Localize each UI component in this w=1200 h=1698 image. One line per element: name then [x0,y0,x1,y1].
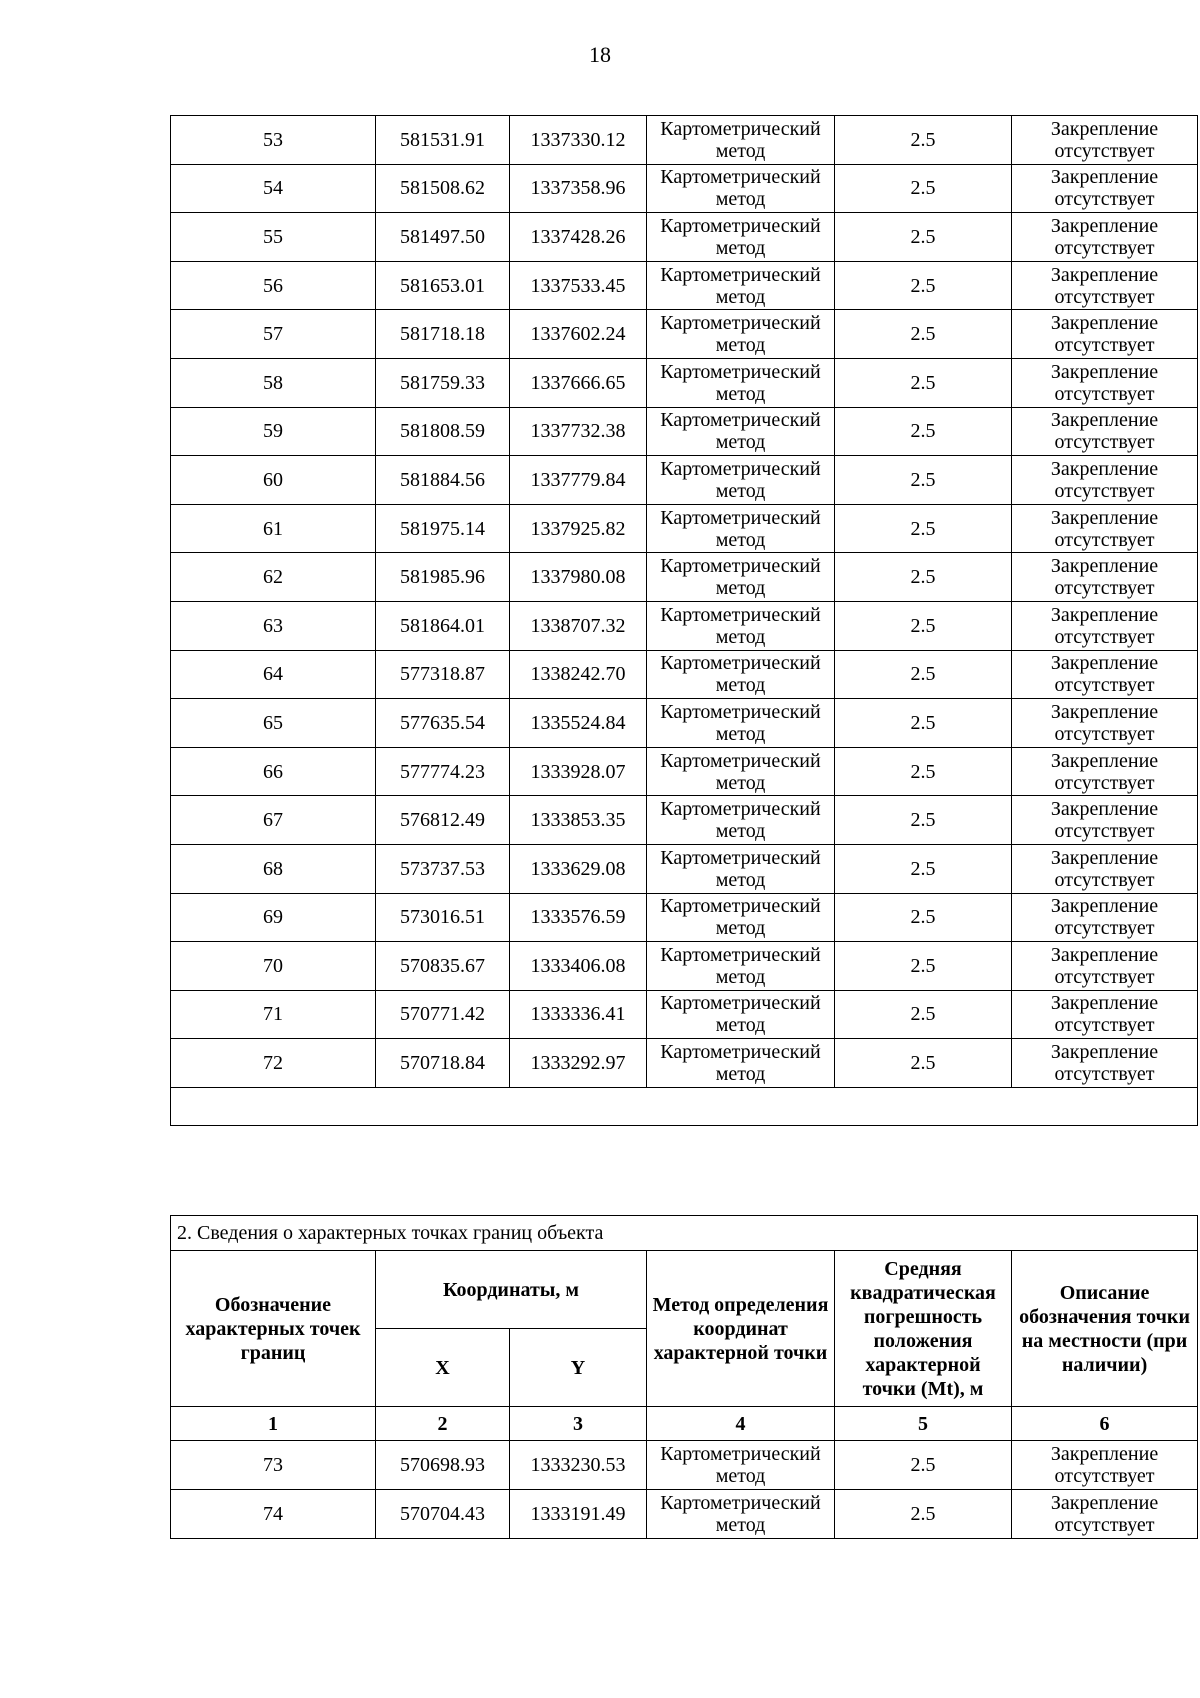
method-cell: Картометрический метод [647,407,835,456]
x-coordinate-cell: 573016.51 [376,893,510,942]
table-row [171,116,1198,165]
mean-error-cell: 2.5 [835,407,1012,456]
mean-error-cell: 2.5 [835,893,1012,942]
mean-error-cell: 2.5 [835,796,1012,845]
y-coordinate-cell: 1337732.38 [510,407,647,456]
mean-error-cell: 2.5 [835,1490,1012,1539]
table-row [171,796,1198,845]
description-cell: Закрепление отсутствует [1012,261,1198,310]
table-row [171,893,1198,942]
point-cell: 58 [171,358,376,407]
point-cell: 62 [171,553,376,602]
method-cell: Картометрический метод [647,601,835,650]
header-method: Метод определения координат характерной точки [647,1251,835,1407]
point-cell: 72 [171,1039,376,1088]
method-cell: Картометрический метод [647,1490,835,1539]
y-coordinate-cell: 1333406.08 [510,942,647,991]
mean-error-cell: 2.5 [835,990,1012,1039]
y-coordinate-cell: 1338707.32 [510,601,647,650]
y-coordinate-cell: 1337330.12 [510,116,647,165]
method-cell: Картометрический метод [647,213,835,262]
mean-error-cell: 2.5 [835,358,1012,407]
mean-error-cell: 2.5 [835,553,1012,602]
y-coordinate-cell: 1333336.41 [510,990,647,1039]
y-coordinate-cell: 1338242.70 [510,650,647,699]
x-coordinate-cell: 570771.42 [376,990,510,1039]
header-point-designation: Обозначение характерных точек границ [171,1251,376,1407]
method-cell: Картометрический метод [647,893,835,942]
y-coordinate-cell: 1337428.26 [510,213,647,262]
description-cell: Закрепление отсутствует [1012,407,1198,456]
description-cell: Закрепление отсутствует [1012,1441,1198,1490]
x-coordinate-cell: 581975.14 [376,504,510,553]
y-coordinate-cell: 1333576.59 [510,893,647,942]
point-cell: 63 [171,601,376,650]
description-cell: Закрепление отсутствует [1012,990,1198,1039]
point-cell: 64 [171,650,376,699]
mean-error-cell: 2.5 [835,844,1012,893]
description-cell: Закрепление отсутствует [1012,456,1198,505]
table-row [171,650,1198,699]
point-cell: 71 [171,990,376,1039]
boundary-points-table [170,1215,1198,1539]
coordinates-table-continued [170,115,1198,1126]
page-number: 18 [589,42,611,67]
description-cell: Закрепление отсутствует [1012,796,1198,845]
mean-error-cell: 2.5 [835,164,1012,213]
method-cell: Картометрический метод [647,990,835,1039]
x-coordinate-cell: 581531.91 [376,116,510,165]
description-cell: Закрепление отсутствует [1012,844,1198,893]
point-cell: 74 [171,1490,376,1539]
table-row [171,844,1198,893]
method-cell: Картометрический метод [647,553,835,602]
mean-error-cell: 2.5 [835,310,1012,359]
mean-error-cell: 2.5 [835,1441,1012,1490]
x-coordinate-cell: 581508.62 [376,164,510,213]
table-row [171,1490,1198,1539]
method-cell: Картометрический метод [647,844,835,893]
table-row [171,747,1198,796]
method-cell: Картометрический метод [647,456,835,505]
description-cell: Закрепление отсутствует [1012,213,1198,262]
method-cell: Картометрический метод [647,699,835,748]
y-coordinate-cell: 1337602.24 [510,310,647,359]
table1-body [171,116,1198,1126]
x-coordinate-cell: 581808.59 [376,407,510,456]
description-cell: Закрепление отсутствует [1012,116,1198,165]
x-coordinate-cell: 577635.54 [376,699,510,748]
table-row [171,990,1198,1039]
table-row [171,213,1198,262]
description-cell: Закрепление отсутствует [1012,553,1198,602]
y-coordinate-cell: 1333230.53 [510,1441,647,1490]
point-cell: 66 [171,747,376,796]
y-coordinate-cell: 1337980.08 [510,553,647,602]
table-row [171,504,1198,553]
x-coordinate-cell: 577774.23 [376,747,510,796]
y-coordinate-cell: 1337925.82 [510,504,647,553]
point-cell: 57 [171,310,376,359]
x-coordinate-cell: 570704.43 [376,1490,510,1539]
point-cell: 59 [171,407,376,456]
column-number: 3 [510,1407,647,1441]
header-coordinates: Координаты, м [376,1251,647,1329]
column-number: 5 [835,1407,1012,1441]
point-cell: 68 [171,844,376,893]
point-cell: 73 [171,1441,376,1490]
y-coordinate-cell: 1337779.84 [510,456,647,505]
point-cell: 69 [171,893,376,942]
x-coordinate-cell: 581884.56 [376,456,510,505]
header-x: X [376,1329,510,1407]
y-coordinate-cell: 1333629.08 [510,844,647,893]
header-y: Y [510,1329,647,1407]
method-cell: Картометрический метод [647,1441,835,1490]
mean-error-cell: 2.5 [835,1039,1012,1088]
point-cell: 67 [171,796,376,845]
table-row [171,601,1198,650]
y-coordinate-cell: 1335524.84 [510,699,647,748]
point-cell: 65 [171,699,376,748]
table-row [171,1441,1198,1490]
description-cell: Закрепление отсутствует [1012,699,1198,748]
point-cell: 55 [171,213,376,262]
column-number: 6 [1012,1407,1198,1441]
x-coordinate-cell: 570698.93 [376,1441,510,1490]
method-cell: Картометрический метод [647,650,835,699]
method-cell: Картометрический метод [647,747,835,796]
table-row [171,1039,1198,1088]
description-cell: Закрепление отсутствует [1012,1039,1198,1088]
table2-body [171,1441,1198,1539]
mean-error-cell: 2.5 [835,699,1012,748]
description-cell: Закрепление отсутствует [1012,601,1198,650]
method-cell: Картометрический метод [647,116,835,165]
x-coordinate-cell: 581497.50 [376,213,510,262]
point-cell: 70 [171,942,376,991]
table-row [171,553,1198,602]
y-coordinate-cell: 1337666.65 [510,358,647,407]
description-cell: Закрепление отсутствует [1012,747,1198,796]
x-coordinate-cell: 581864.01 [376,601,510,650]
table-row [171,407,1198,456]
method-cell: Картометрический метод [647,942,835,991]
table-row [171,942,1198,991]
method-cell: Картометрический метод [647,310,835,359]
method-cell: Картометрический метод [647,261,835,310]
mean-error-cell: 2.5 [835,601,1012,650]
point-cell: 53 [171,116,376,165]
point-cell: 60 [171,456,376,505]
empty-cell [171,1087,1198,1125]
method-cell: Картометрический метод [647,164,835,213]
method-cell: Картометрический метод [647,504,835,553]
mean-error-cell: 2.5 [835,942,1012,991]
y-coordinate-cell: 1337358.96 [510,164,647,213]
y-coordinate-cell: 1333191.49 [510,1490,647,1539]
table-row [171,699,1198,748]
description-cell: Закрепление отсутствует [1012,310,1198,359]
mean-error-cell: 2.5 [835,504,1012,553]
header-mean-error: Средняя квадратическая погрешность положения характерной точки (Mt), м [835,1251,1012,1407]
x-coordinate-cell: 581653.01 [376,261,510,310]
y-coordinate-cell: 1333928.07 [510,747,647,796]
y-coordinate-cell: 1333853.35 [510,796,647,845]
description-cell: Закрепление отсутствует [1012,164,1198,213]
header-description: Описание обозначения точки на местности (при наличии) [1012,1251,1198,1407]
method-cell: Картометрический метод [647,358,835,407]
description-cell: Закрепление отсутствует [1012,942,1198,991]
description-cell: Закрепление отсутствует [1012,1490,1198,1539]
y-coordinate-cell: 1337533.45 [510,261,647,310]
table-row [171,310,1198,359]
column-number: 1 [171,1407,376,1441]
point-cell: 56 [171,261,376,310]
method-cell: Картометрический метод [647,796,835,845]
column-number: 4 [647,1407,835,1441]
column-number: 2 [376,1407,510,1441]
x-coordinate-cell: 570718.84 [376,1039,510,1088]
x-coordinate-cell: 570835.67 [376,942,510,991]
empty-table-row [171,1087,1198,1125]
point-cell: 54 [171,164,376,213]
table-row [171,164,1198,213]
x-coordinate-cell: 581985.96 [376,553,510,602]
x-coordinate-cell: 577318.87 [376,650,510,699]
point-cell: 61 [171,504,376,553]
x-coordinate-cell: 581759.33 [376,358,510,407]
description-cell: Закрепление отсутствует [1012,650,1198,699]
mean-error-cell: 2.5 [835,650,1012,699]
table-row [171,261,1198,310]
x-coordinate-cell: 576812.49 [376,796,510,845]
mean-error-cell: 2.5 [835,747,1012,796]
table-row [171,358,1198,407]
table2-title: 2. Сведения о характерных точках границ объекта [171,1216,1198,1251]
table-row [171,456,1198,505]
method-cell: Картометрический метод [647,1039,835,1088]
mean-error-cell: 2.5 [835,456,1012,505]
x-coordinate-cell: 573737.53 [376,844,510,893]
mean-error-cell: 2.5 [835,213,1012,262]
description-cell: Закрепление отсутствует [1012,504,1198,553]
x-coordinate-cell: 581718.18 [376,310,510,359]
mean-error-cell: 2.5 [835,116,1012,165]
description-cell: Закрепление отсутствует [1012,893,1198,942]
description-cell: Закрепление отсутствует [1012,358,1198,407]
y-coordinate-cell: 1333292.97 [510,1039,647,1088]
mean-error-cell: 2.5 [835,261,1012,310]
